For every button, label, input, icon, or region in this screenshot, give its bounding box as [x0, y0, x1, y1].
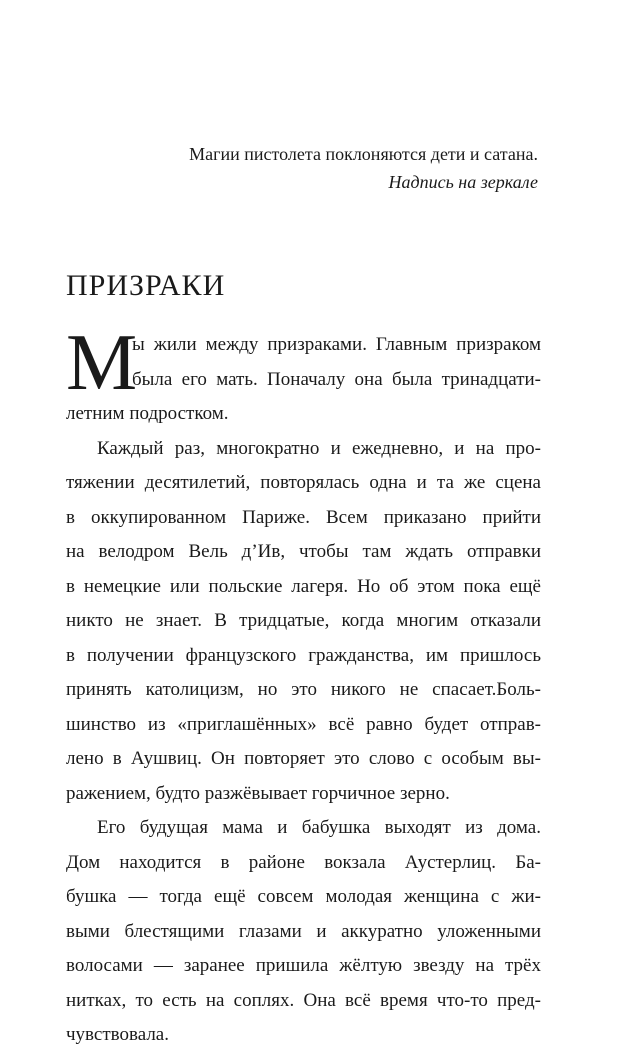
text-line: лено в Аушвиц. Он повторяет это слово с особым вы- [66, 748, 541, 769]
text-line: волосами — заранее пришила жёлтую звезду на трёх [66, 955, 541, 976]
text-line: летним подростком. [66, 403, 229, 424]
text-line: принять католицизм, но это никого не спасает.Боль- [66, 679, 541, 700]
text-line: в немецкие или польские лагеря. Но об этом пока ещё [66, 575, 541, 597]
epigraph-quote: Магии пистолета поклоняются дети и сатана. [189, 144, 538, 164]
epigraph [189, 140, 538, 196]
text-line: чувствовала. [66, 1024, 169, 1045]
text-line: Его будущая мама и бабушка выходят из дома. [97, 817, 541, 838]
paragraph-2 [66, 432, 541, 812]
paragraph-1 [66, 319, 541, 432]
text-line: тяжении десятилетий, повторялась одна и та же сцена [66, 472, 541, 493]
text-line: ражением, будто разжёвывает горчичное зерно. [66, 782, 450, 804]
text-line: бушка — тогда ещё совсем молодая женщина с жи- [66, 886, 541, 907]
text-line: нитках, то есть на соплях. Она всё время что-то пред- [66, 989, 541, 1011]
text-line: в получении французского гражданства, им пришлось [66, 644, 541, 666]
text-line: никто не знает. В тридцатые, когда многим отказали [66, 610, 541, 631]
text-line: была его мать. Поначалу она была тринадцати- [132, 368, 541, 390]
epigraph-source: Надпись на зеркале [388, 172, 538, 192]
text-line: на велодром Вель д’Ив, чтобы там ждать отправки [66, 541, 541, 562]
body-text [66, 319, 541, 1053]
text-line: в оккупированном Париже. Всем приказано прийти [66, 506, 541, 528]
chapter-title: ПРИЗРАКИ [66, 269, 226, 302]
text-line: выми блестящими глазами и аккуратно уложенными [66, 920, 541, 942]
text-line: ы жили между призраками. Главным призраком [132, 334, 541, 355]
paragraph-3 [66, 811, 541, 1053]
text-line: Дом находится в районе вокзала Аустерлиц. Ба- [66, 851, 541, 873]
text-line: Каждый раз, многократно и ежедневно, и на про- [97, 437, 541, 459]
text-line: шинство из «приглашённых» всё равно будет отправ- [66, 713, 541, 735]
drop-cap: М [66, 319, 138, 407]
